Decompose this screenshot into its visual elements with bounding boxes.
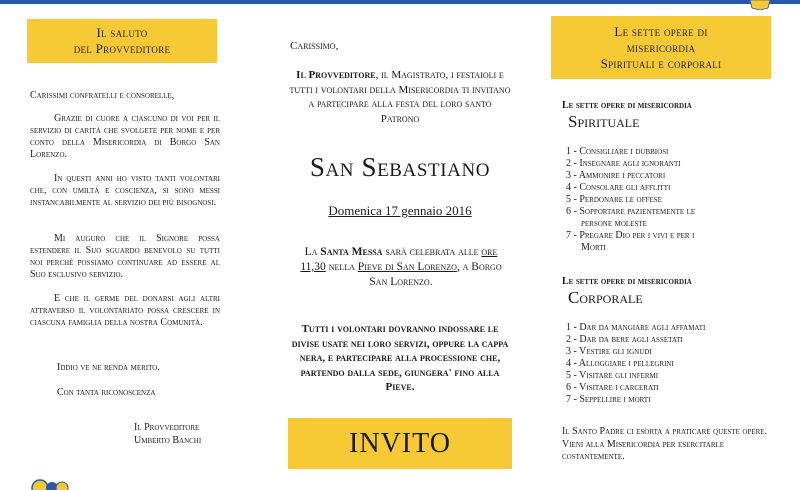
spirituale-item: 4 - Consolare gli afflitti	[566, 182, 671, 193]
corporale-item: 6 - Visitare i carcerati	[566, 382, 659, 393]
spirituale-item: 1 - Consigliare i dubbiosi	[566, 146, 669, 157]
corporale-list	[566, 322, 766, 406]
spirituale-item: 3 - Ammonire i peccatori	[566, 170, 666, 181]
event-date: Domenica 17 gennaio 2016	[328, 203, 472, 218]
mass-label: Santa Messa	[320, 246, 383, 258]
mass-text-4: , a Borgo San Lorenzo.	[369, 261, 502, 288]
spirituale-title: Spirituale	[568, 112, 640, 131]
spirituale-item: 6 - Sopportare pazientemente le	[566, 206, 696, 217]
salutation: Carissimo,	[290, 40, 339, 52]
mass-text-3: nella	[325, 261, 358, 273]
corporale-item: 3 - Vestire gli ignudi	[566, 346, 652, 357]
mass-place: Pieve di San Lorenzo	[357, 261, 457, 273]
footer-logo-icon	[30, 478, 70, 490]
saluto-paragraph-3: Mi auguro che il Signore possa estendere il Suo sguardo benevolo su tutti noi perché possiamo continuare ad essere al Suo esclusivo servizio.	[30, 233, 220, 280]
saluto-header-line2: del Provveditore	[73, 41, 171, 56]
saint-name: San Sebastiano	[309, 152, 491, 182]
corporale-item: 2 - Dar da bere agli assetati	[566, 334, 683, 345]
opere-header-line2: misericordia	[626, 40, 696, 55]
spirituale-heading: Le sette opere di misericordia	[562, 100, 692, 111]
misericordia-logo-icon	[748, 0, 772, 10]
saluto-paragraph-2: In questi anni ho visto tanti volontari che, con umiltà e coscienza, si sono messi instancabilmente al servizio dei più bisognosi.	[30, 173, 220, 208]
corporale-item: 5 - Visitare gli infermi	[566, 370, 659, 381]
opere-header-line1: Le sette opere di	[614, 24, 708, 39]
invitation-intro-rest: , il Magistrato, i festaioli e tutti i volontari della Misericordia ti invitano a partecipare alla festa del loro santo Patrono	[289, 69, 511, 125]
volunteers-notice: Tutti i volontari dovranno indossare le divise usate nei loro servizi, oppure la cappa nera, e partecipare alla processione che, partendo dalla sede, giungera' fino alla Pieve.	[291, 323, 509, 393]
invito-banner: INVITO	[288, 418, 512, 469]
signature-name: Umberto Banchi	[134, 435, 202, 446]
corporale-item: 4 - Alloggiare i pellegrini	[566, 358, 674, 369]
mass-text-2: sarà celebrata alle	[382, 246, 482, 258]
mass-time: ore 11,30	[300, 246, 498, 273]
signature-title: Il Provveditore	[134, 422, 200, 433]
greeting: Carissimi confratelli e consorelle,	[30, 90, 175, 101]
corporale-title: Corporale	[568, 288, 643, 307]
top-border-stripe	[0, 0, 800, 4]
spirituale-item: 5 - Perdonare le offese	[566, 194, 662, 205]
opere-header-line3: Spirituali e corporali	[600, 56, 722, 71]
closing-gratitude: Con tanta riconoscenza	[57, 387, 156, 398]
corporale-heading: Le sette opere di misericordia	[562, 276, 692, 287]
spirituale-item: Morti	[581, 242, 606, 253]
spirituale-item: 7 - Pregare Dio per i vivi e per i	[566, 230, 695, 241]
spirituale-item: persone moleste	[581, 218, 647, 229]
spirituale-list	[566, 146, 766, 254]
saluto-paragraph-1: Grazie di cuore a ciascuno di voi per il servizio di carità che svolgete per nome e per conto della Misericordia di Borgo San Lorenzo.	[30, 113, 220, 160]
closing-merit: Iddio ve ne renda merito.	[57, 362, 160, 373]
corporale-item: 1 - Dar da mangiare agli affamati	[566, 322, 706, 333]
opere-header	[551, 16, 771, 79]
provveditore-label: Il Provveditore	[296, 69, 376, 81]
saluto-paragraph-4: E che il germe del donarsi agli altri attraverso il volontariato possa crescere in ciascuna famiglia della nostra Comunità.	[30, 293, 220, 328]
invitation-intro	[288, 68, 512, 126]
saluto-header	[27, 19, 217, 63]
spirituale-item: 2 - Insegnare agli ignoranti	[566, 158, 681, 169]
saluto-header-line1: Il saluto	[96, 25, 148, 40]
mass-details	[294, 245, 508, 290]
mass-text-1: La	[304, 246, 321, 258]
corporale-item: 7 - Seppellire i morti	[566, 394, 651, 405]
closing-exhortation: Il Santo Padre ci esorta a praticare queste opere. Vieni alla Misericordia per esercitarle costantemente.	[562, 426, 768, 462]
